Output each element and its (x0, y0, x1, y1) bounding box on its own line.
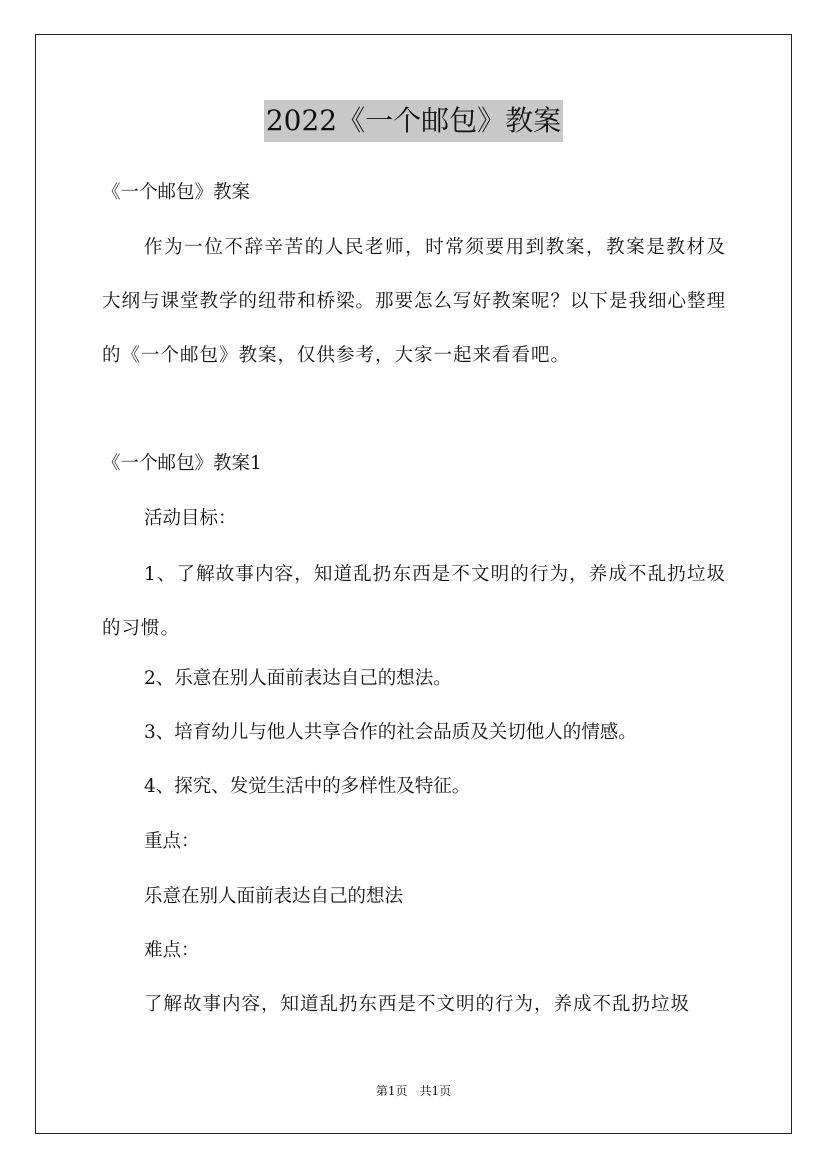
key-text: 乐意在别人面前表达自己的想法 (144, 886, 404, 907)
title-container (0, 100, 827, 142)
goal-item-1: 1、了解故事内容，知道乱扔东西是不文明的行为，养成不乱扔垃圾的习惯。 (102, 564, 726, 639)
goal-item-2: 2、乐意在别人面前表达自己的想法。 (144, 668, 452, 689)
page-footer: 第1页 共1页 (375, 1084, 452, 1098)
difficulty-text: 了解故事内容，知道乱扔东西是不文明的行为，养成不乱扔垃圾 (144, 994, 691, 1015)
document-title: 2022《一个邮包》教案 (264, 100, 563, 142)
difficulty-label: 难点： (144, 940, 200, 961)
goal-item-4: 4、探究、发觉生活中的多样性及特征。 (144, 776, 471, 797)
intro-paragraph: 作为一位不辞辛苦的人民老师，时常须要用到教案，教案是教材及大纲与课堂教学的纽带和桥梁。那要怎么写好教案呢？以下是我细心整理的《一个邮包》教案，仅供参考，大家一起来看看吧。 (102, 237, 727, 366)
document-subtitle: 《一个邮包》教案 (102, 182, 251, 203)
goal-item-3: 3、培育幼儿与他人共享合作的社会品质及关切他人的情感。 (144, 722, 637, 743)
section-heading: 《一个邮包》教案1 (102, 453, 262, 474)
goals-label: 活动目标： (144, 508, 237, 529)
key-label: 重点： (144, 831, 200, 852)
